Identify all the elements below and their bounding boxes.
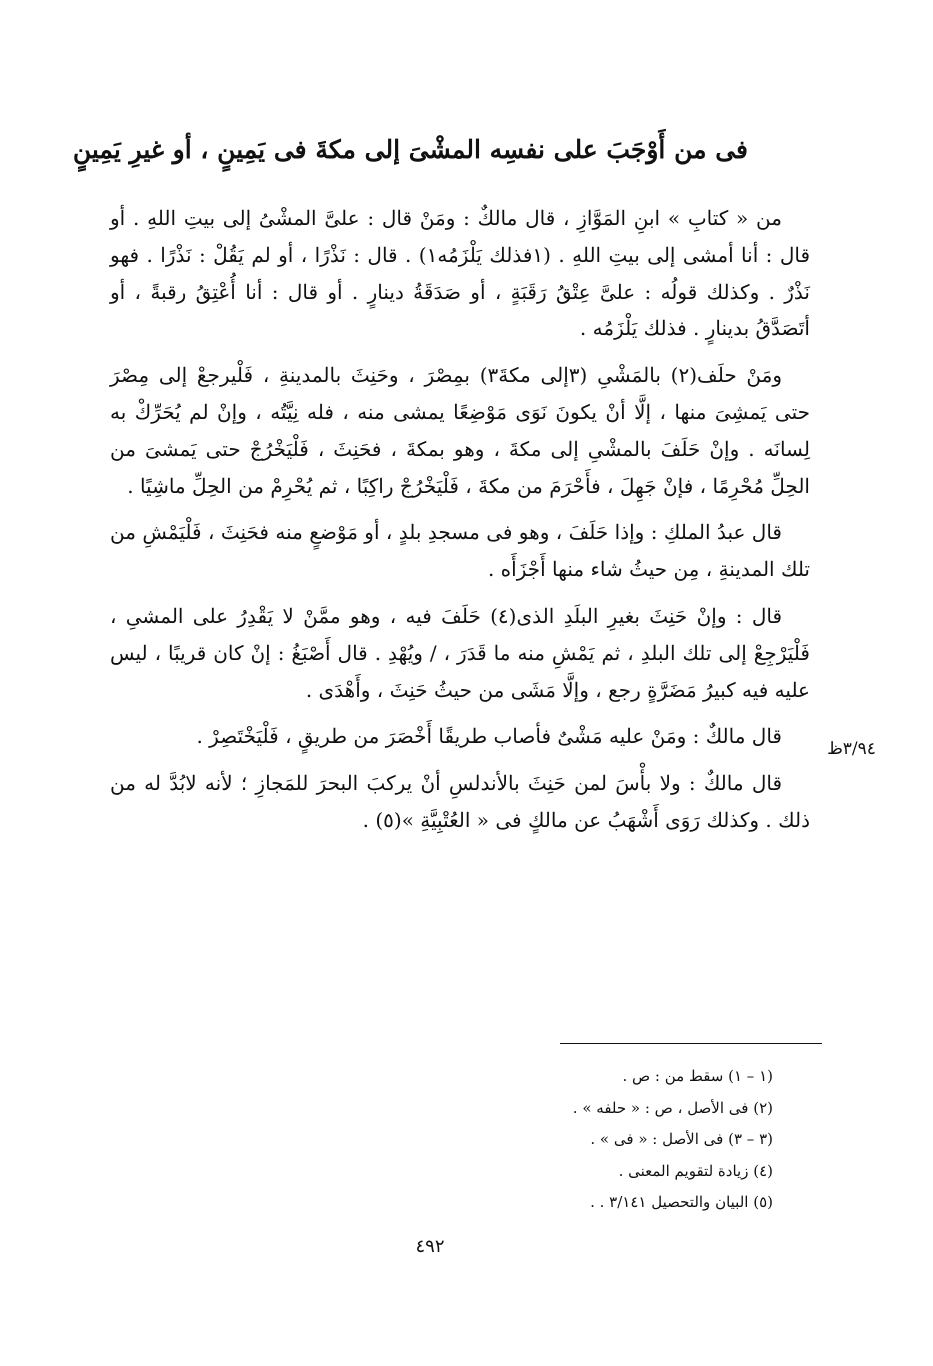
paragraph: من « كتابِ » ابنِ المَوَّازِ ، قال مالكٌ : ومَنْ قال : علىَّ المشْىُ إلى بيتِ اللهِ . أو قال : أنا أمشى إلى بيتِ اللهِ . (١فذلك يَلْزَمُه١) . قال : نَذْرًا ، أو لم يَقُلْ : نَذْرًا . فهو نَذْرٌ . وكذلك قولُه : علىَّ عِتْقُ رَقَبَةٍ ، أو صَدَقَةُ دينارٍ . أو قال : أنا أُعْتِقُ رقبةً ، أو أتَصَدَّقُ بدينارٍ . فذلك يَلْزَمُه . bbox=[110, 206, 811, 341]
footnote: (٣ – ٣) فى الأصل : « فى » . bbox=[590, 1130, 773, 1148]
paragraph: قال : وإنْ حَنِثَ بغيرِ البلَدِ الذى(٤) حَلَفَ فيه ، وهو ممَّنْ لا يَقْدِرُ على المشىِ ، فَلْيَرْجِعْ إلى تلك البلدِ ، ثم يَمْشِ منه ما قَدَرَ ، / ويُهْدِ . قال أَصْبَغُ : إنْ كان قريبًا ، ليس عليه فيه كبيرُ مَضَرَّةٍ رجع ، وإلَّا مَشَى من حيثُ حَنِثَ ، وأَهْدَى . bbox=[110, 603, 810, 702]
page-number: ٤٩٢ bbox=[415, 1236, 445, 1257]
paragraph: قال مالكٌ : ومَنْ عليه مَشْىٌ فأصاب طريقًا أَخْصَرَ من طريقٍ ، فَلْيَخْتَصِرْ . bbox=[196, 724, 782, 749]
footnotes bbox=[393, 1061, 773, 1219]
paragraph: قال عبدُ الملكِ : وإذا حَلَفَ ، وهو فى مسجدِ بلدٍ ، أو مَوْضعٍ منه فحَنِثَ ، فَلْيَمْشِ من تلك المدينةِ ، مِن حيثُ شاء منها أَجْزَأَه . bbox=[110, 520, 810, 582]
main-text bbox=[110, 200, 810, 849]
footnote-separator bbox=[560, 1043, 822, 1044]
footnote: (١ – ١) سقط من : ص . bbox=[622, 1067, 773, 1085]
footnote: (٢) فى الأصل ، ص : « حلفه » . bbox=[572, 1098, 773, 1117]
manuscript-folio-note: ٣/٩٤ظ bbox=[827, 739, 876, 759]
paragraph: ومَنْ حلَف(٢) بالمَشْىِ (٣إلى مكةَ٣) بمِصْرَ ، وحَنِثَ بالمدينةِ ، فَلْيرجعْ إلى مِصْرَ حتى يَمشِىَ منها ، إلَّا أنْ يكونَ نَوَى مَوْضِعًا يمشى منه ، فله نِيَّتُه ، وإنْ لم يُحَرِّكْ به لِسانَه . وإنْ حَلَفَ بالمشْىِ إلى مكةَ ، وهو بمكةَ ، فحَنِثَ ، فَلْيَخْرُجْ حتى يَمشىَ من الحِلِّ مُحْرِمًا ، فإنْ جَهِلَ ، فأَحْرَمَ من مكةَ ، فَلْيَخْرُجْ راكِبًا ، ثم يُحْرِمْ من الحِلِّ ماشِيًا . bbox=[110, 363, 810, 498]
footnote: (٤) زيادة لتقويم المعنى . bbox=[618, 1161, 773, 1180]
paragraph: قال مالكٌ : ولا بأْسَ لمن حَنِثَ بالأندلسِ أنْ يركبَ البحرَ للمَجازِ ؛ لأنه لابُدَّ له من ذلك . وكذلك رَوَى أَشْهَبُ عن مالكٍ فى « العُتْبِيَّةِ »(٥) . bbox=[110, 771, 810, 832]
footnote: (٥) البيان والتحصيل ٣/١٤١ . . bbox=[590, 1193, 773, 1211]
chapter-heading: فى من أَوْجَبَ على نفسِه المشْىَ إلى مكةَ فى يَمِينٍ ، أو غيرِ يَمِينٍ bbox=[72, 135, 748, 164]
